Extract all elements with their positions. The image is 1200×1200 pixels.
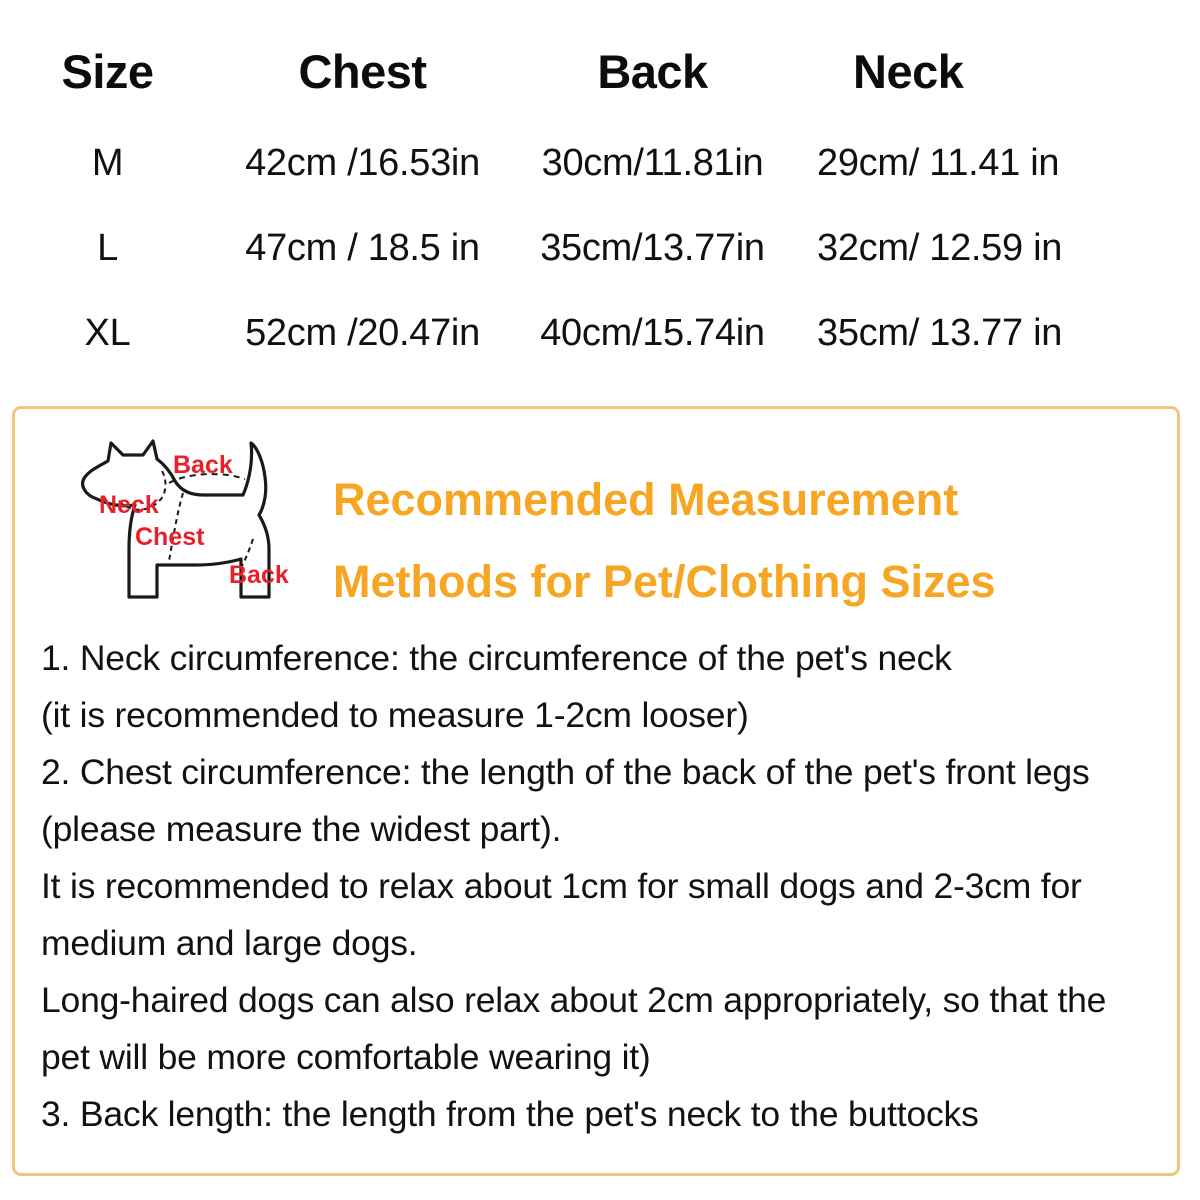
table-header-row <box>0 0 1200 121</box>
diagram-label-chest: Chest <box>135 523 205 551</box>
column-header-size: Size <box>61 45 154 98</box>
panel-top-row <box>15 409 1177 624</box>
diagram-label-back-top: Back <box>173 451 233 479</box>
diagram-label-neck: Neck <box>99 491 159 519</box>
cell-chest: 52cm /20.47in <box>245 312 480 354</box>
cell-back: 35cm/13.77in <box>540 227 765 269</box>
size-chart-table <box>0 0 1200 376</box>
cell-back: 30cm/11.81in <box>541 142 764 184</box>
cell-size: XL <box>84 312 131 354</box>
cell-chest: 42cm /16.53in <box>245 142 480 184</box>
column-header-neck: Neck <box>853 45 964 98</box>
diagram-label-back-bottom: Back <box>229 561 289 589</box>
dog-measurement-diagram <box>15 421 333 621</box>
table-row <box>0 291 1200 376</box>
table-row <box>0 206 1200 291</box>
instruction-line: medium and large dogs. <box>41 923 418 963</box>
cell-neck: 29cm/ 11.41 in <box>817 142 1060 184</box>
cell-chest: 47cm / 18.5 in <box>245 227 480 269</box>
instruction-line: Long-haired dogs can also relax about 2cm appropriately, so that the <box>41 980 1107 1020</box>
instruction-line: (please measure the widest part). <box>41 809 562 849</box>
column-header-chest: Chest <box>298 45 427 98</box>
panel-heading <box>333 421 1177 623</box>
cell-size: L <box>97 227 118 269</box>
instruction-line: 1. Neck circumference: the circumference of the pet's neck <box>41 638 952 678</box>
dog-illustration-svg <box>57 421 333 611</box>
panel-heading-line-1: Recommended Measurement <box>333 474 959 525</box>
cell-back: 40cm/15.74in <box>540 312 765 354</box>
instructions-list <box>15 624 1177 1143</box>
cell-neck: 32cm/ 12.59 in <box>817 227 1063 269</box>
instruction-line: 2. Chest circumference: the length of the back of the pet's front legs <box>41 752 1090 792</box>
column-header-back: Back <box>597 45 708 98</box>
instruction-line: pet will be more comfortable wearing it) <box>41 1037 651 1077</box>
panel-heading-line-2: Methods for Pet/Clothing Sizes <box>333 555 996 607</box>
cell-size: M <box>91 142 124 184</box>
measurement-info-panel <box>12 406 1180 1176</box>
instruction-line: (it is recommended to measure 1-2cm looser) <box>41 695 749 735</box>
cell-neck: 35cm/ 13.77 in <box>817 312 1063 354</box>
table-row <box>0 121 1200 206</box>
instruction-line: 3. Back length: the length from the pet's neck to the buttocks <box>41 1094 979 1134</box>
instruction-line: It is recommended to relax about 1cm for small dogs and 2-3cm for <box>41 866 1082 906</box>
